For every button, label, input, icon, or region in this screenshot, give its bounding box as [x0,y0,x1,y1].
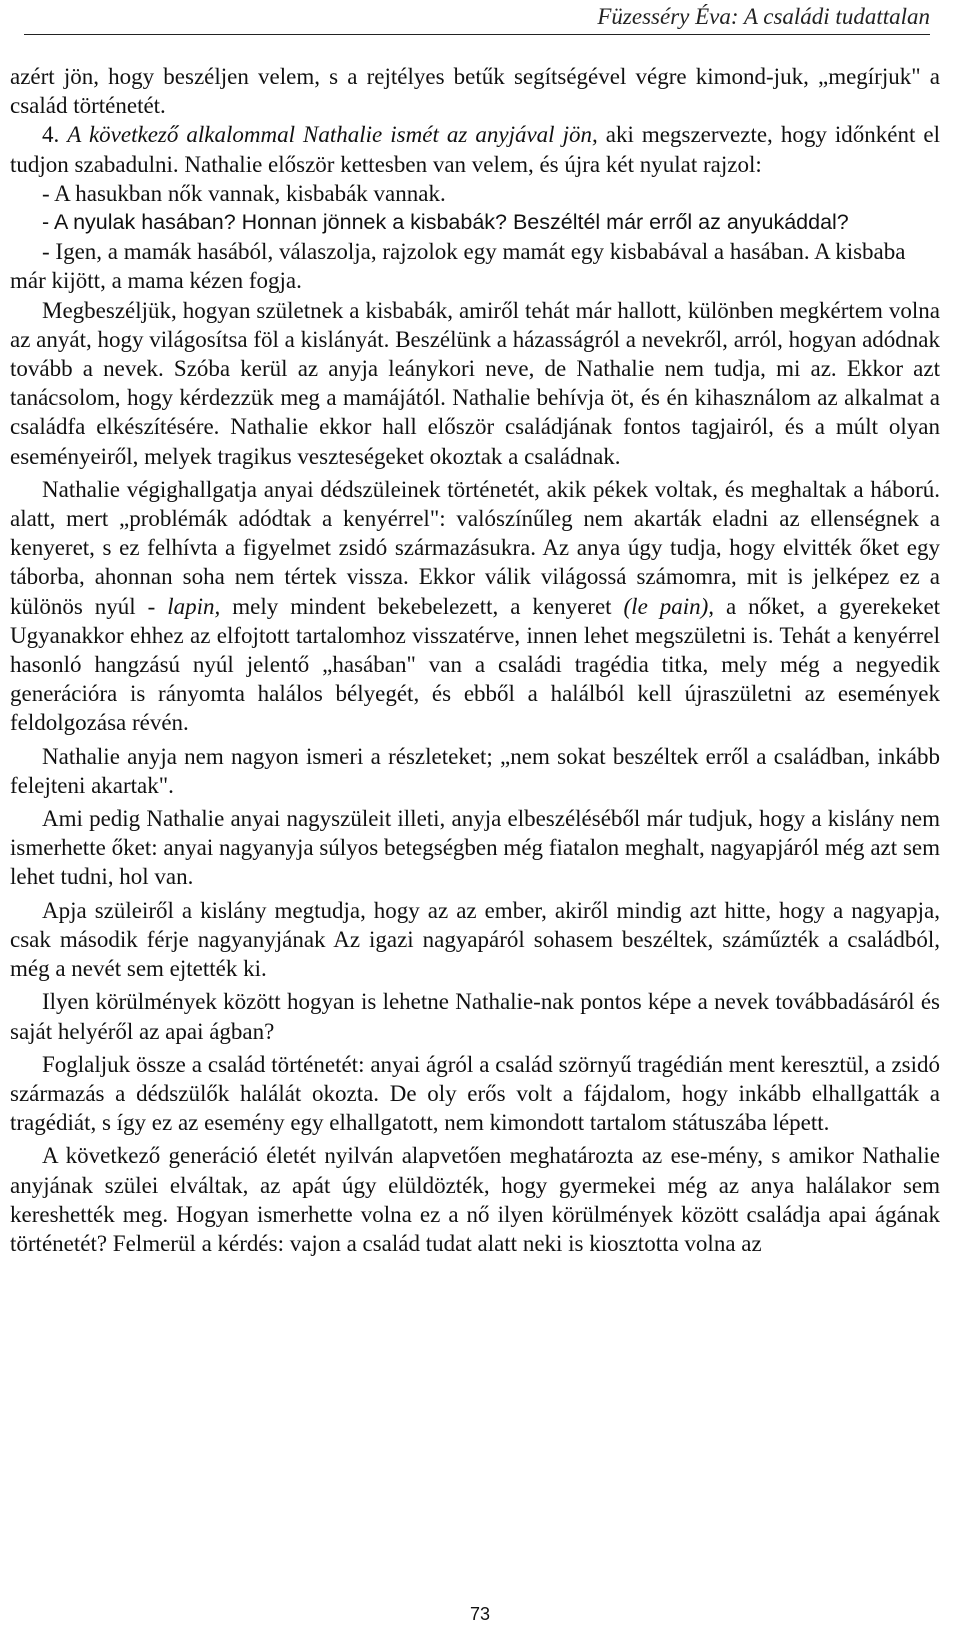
paragraph-6: Megbeszéljük, hogyan születnek a kisbabák, amiről tehát már hallott, különben megkértem volna az anyát, hogy világosítsa föl a kislányát. Beszélünk a házasságról a nevekről, arról, hogyan adódnak tovább a nevek. Szóba kerül az anyja leánykori neve, de Nathalie nem tudja, mi az. Ekkor azt tanácsolom, hogy kérdezzük meg a mamájától. Nathalie behívja öt, és én kihasználom az alkalmat a családfa elkészítésére. Nathalie ekkor hall először családjának fontos tagjairól, és a múlt olyan eseményeiről, melyek tragikus veszteségeket okoztak a családnak. [10,297,940,469]
body-text [10,62,940,1258]
paragraph-12: Foglaljuk össze a család történetét: anyai ágról a család szörnyű tragédián ment keresztül, a zsidó származás a dédszülők halálát okozta. De oly erős volt a fájdalom, hogy inkább elhallgatták a tragédiát, s így ez az esemény egy elhallgatott, nem kimondott tartalom státuszába lépett. [10,1051,940,1136]
list-number: 4. [42,122,60,148]
paragraph-9: Ami pedig Nathalie anyai nagyszüleit illeti, anyja elbeszéléséből már tudjuk, hogy a kislány nem ismerhette őket: anyai nagyanyja súlyos betegségben még fiatalon meghalt, nagyapjáról még azt sem lehet tudni, hol van. [10,806,940,890]
italic-phrase: A következő alkalommal Nathalie ismét az anyjával jön, [67,122,598,148]
paragraph-7-part-a: Nathalie végighallgatja anyai dédszüleinek történetét, akik pékek voltak, és meghaltak a háború. alatt, mert „problémák adódtak a kenyérrel": valószínűleg nem akarták eladni az ellenségnek a kenyeret, s ez felhívta a figyelmet zsidó származásukra. Az anya úgy tudja, hogy elvitték őket egy táborba, ahonnan soha nem tértek vissza. Ekkor válik világossá számomra, mit is jelképez ez a különös nyúl - [10,476,940,619]
dialogue-line-1: - A hasukban nők vannak, kisbabák vannak. [42,180,446,206]
paragraph-10: Apja szüleiről a kislány megtudja, hogy az az ember, akiről mindig azt hitte, hogy a nagyapja, csak második férje nagyanyjának Az igazi nagyapáról sohasem beszéltek, száműzték a családból, még a nevét sem ejtették ki. [10,897,940,982]
italic-word-lapin: lapin, [167,593,221,619]
page-number: 73 [469,1604,491,1624]
italic-word-pain: (le pain), [623,593,715,619]
paragraph-7 [10,475,940,738]
paragraph-11: Ilyen körülmények között hogyan is lehetne Nathalie-nak pontos képe a nevek továbbadásáról és saját helyéről az apai ágban? [10,989,940,1044]
paragraph-7-part-c: a nőket, a gyerekeket Ugyanakkor ehhez az elfojtott tartalomhoz visszatérve, innen lehet megszületni is. Tehát a kenyérrel hasonló hangzású nyúl jelentő „hasában" van a családi tragédia titka, mely még a negyedik generációra is rányomta halálos bélyegét, és ebből a halálból kell újraszületni az események feldolgozása révén. [10,593,941,736]
dialogue-line-3: - Igen, a mamák hasából, válaszolja, rajzolok egy mamát egy kisbabával a hasában. A kisbaba már kijött, a mama kézen fogja. [10,239,906,294]
paragraph-2 [10,120,940,178]
paragraph-2-rest: aki megszervezte, hogy időnként el tudjon szabadulni. Nathalie először kettesben van velem, és újra két nyulat rajzol: [10,122,941,177]
running-header: Füzesséry Éva: A családi tudattalan [597,4,930,29]
paragraph-13: A következő generáció életét nyilván alapvetően meghatározta az ese-mény, s amikor Nathalie anyjának szülei elváltak, az apát úgy elüldözték, hogy gyermekei még az anya halálakor sem kereshették meg. Hogyan ismerhette volna ez a nő ilyen körülmények között családja apai ágának történetét? Felmerül a kérdés: vajon a család tudat alatt neki is kiosztotta volna az [10,1143,940,1256]
dialogue-line-2: - A nyulak hasában? Honnan jönnek a kisbabák? Beszéltél már erről az anyukáddal? [42,210,849,235]
paragraph-7-part-b: mely mindent bekebelezett, a kenyeret [232,593,612,619]
paragraph-8: Nathalie anyja nem nagyon ismeri a részleteket; „nem sokat beszéltek erről a családban, inkább felejteni akartak". [10,743,940,798]
header-rule [24,34,930,35]
paragraph-1: azért jön, hogy beszéljen velem, s a rejtélyes betűk segítségével végre kimond-juk, „megírjuk" a család történetét. [10,64,940,119]
